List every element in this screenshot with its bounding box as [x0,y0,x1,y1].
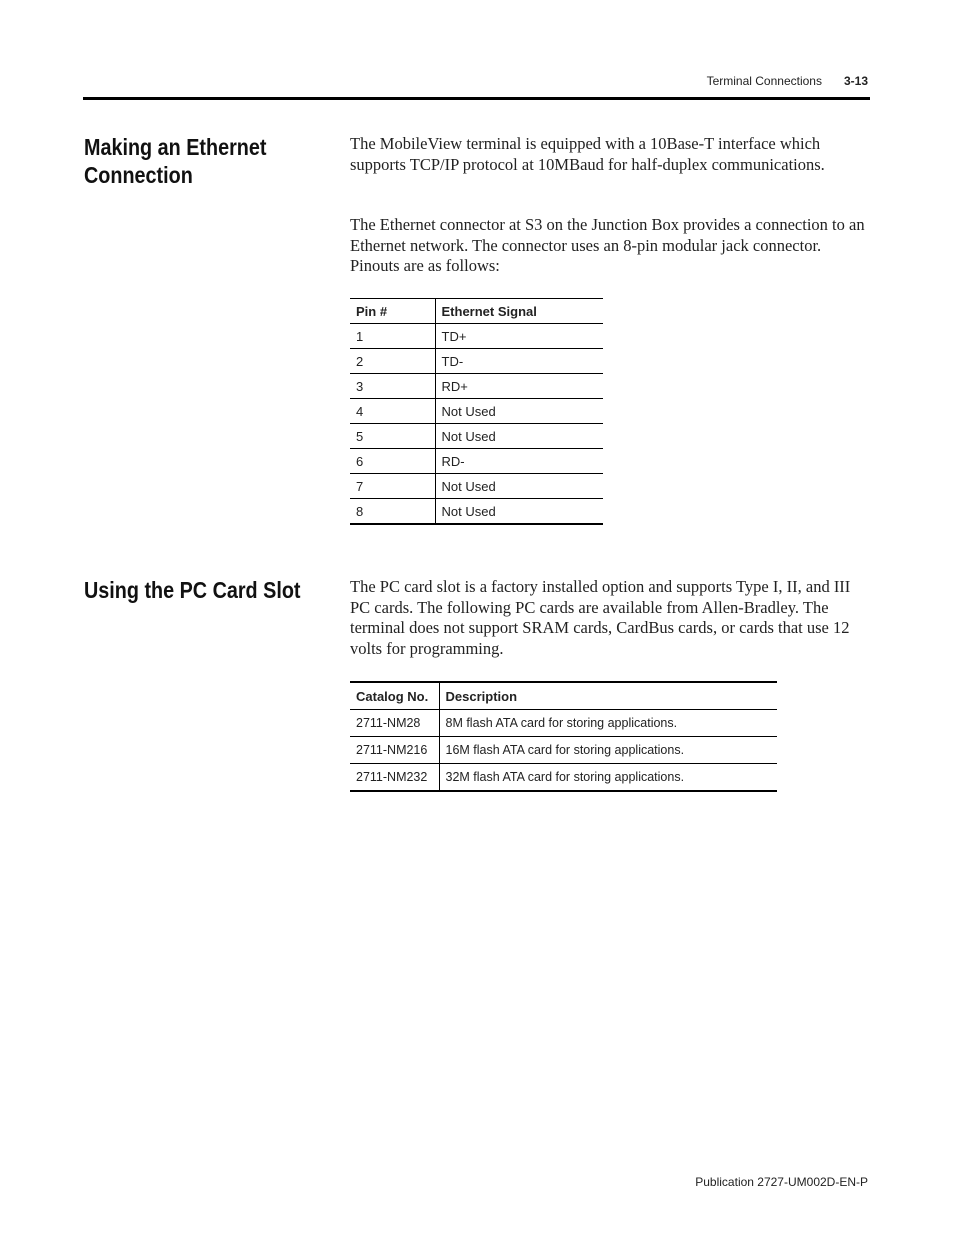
ethernet-pinout-table [350,298,603,525]
table-header-row [350,682,777,710]
pin-cell: 5 [350,424,435,449]
table-row [350,374,603,399]
signal-cell: TD- [435,349,603,374]
table-row [350,737,777,764]
table-row [350,424,603,449]
column-header-pin: Pin # [350,299,435,324]
pin-cell: 1 [350,324,435,349]
catalog-cell: 2711-NM216 [350,737,439,764]
catalog-cell: 2711-NM28 [350,710,439,737]
ethernet-paragraph-2: The Ethernet connector at S3 on the Junction Box provides a connection to an Ethernet network. The connector uses an 8-pin modular jack connector. Pinouts are as follows: [350,215,865,275]
table-row [350,324,603,349]
table-row [350,474,603,499]
pin-cell: 4 [350,399,435,424]
pc-card-catalog-table [350,681,777,792]
signal-cell: TD+ [435,324,603,349]
header-section-title: Terminal Connections [706,74,822,88]
signal-cell: Not Used [435,499,603,525]
table-row [350,349,603,374]
signal-cell: Not Used [435,399,603,424]
signal-cell: RD- [435,449,603,474]
column-header-catalog: Catalog No. [350,682,439,710]
section-heading-ethernet: Making an Ethernet Connection [84,134,267,188]
table-row [350,449,603,474]
column-header-description: Description [439,682,777,710]
table-row [350,499,603,525]
section-heading-pc-card: Using the PC Card Slot [84,577,301,603]
page-number: 3-13 [843,74,868,88]
publication-footer: Publication 2727-UM002D-EN-P [695,1175,868,1189]
ethernet-paragraph-1: The MobileView terminal is equipped with a 10Base-T interface which supports TCP/IP protocol at 10MBaud for half-duplex communications. [350,134,825,174]
signal-cell: RD+ [435,374,603,399]
description-cell: 8M flash ATA card for storing applications. [439,710,777,737]
pin-cell: 3 [350,374,435,399]
pin-cell: 2 [350,349,435,374]
pc-card-paragraph: The PC card slot is a factory installed option and supports Type I, II, and III PC cards. The following PC cards are available from Allen-Bradley. The terminal does not support SRAM cards, CardBus cards, or cards that use 12 volts for programming. [350,577,851,658]
description-cell: 32M flash ATA card for storing applications. [439,764,777,792]
column-header-signal: Ethernet Signal [435,299,603,324]
signal-cell: Not Used [435,474,603,499]
pin-cell: 8 [350,499,435,525]
table-row [350,710,777,737]
signal-cell: Not Used [435,424,603,449]
table-row [350,764,777,792]
catalog-cell: 2711-NM232 [350,764,439,792]
pin-cell: 7 [350,474,435,499]
table-header-row [350,299,603,324]
pin-cell: 6 [350,449,435,474]
header-rule [83,97,870,100]
table-row [350,399,603,424]
description-cell: 16M flash ATA card for storing applications. [439,737,777,764]
running-header [707,74,868,88]
